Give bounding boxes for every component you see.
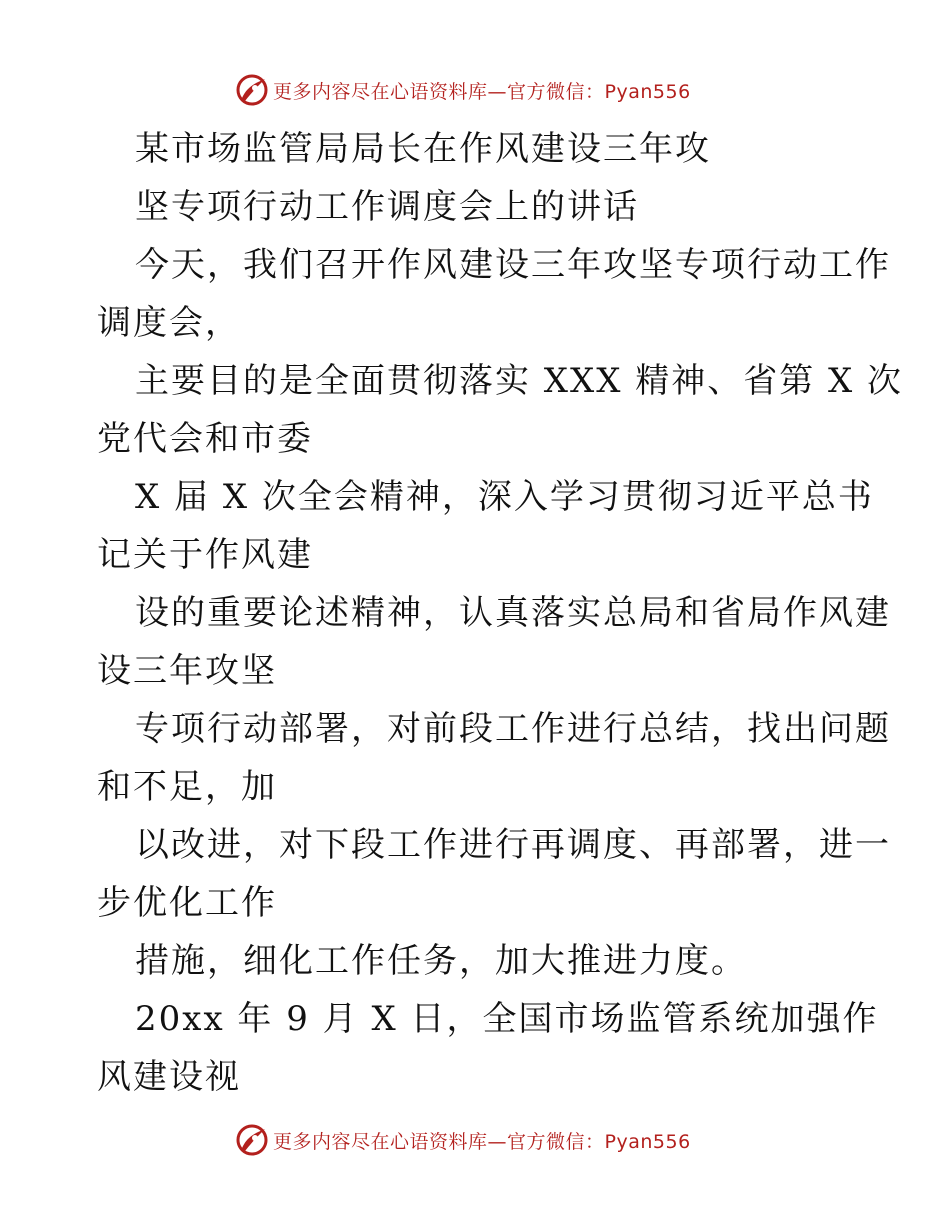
document-line: 今天，我们召开作风建设三年攻坚专项行动工作 [135, 245, 891, 285]
document-line: 设三年攻坚 [97, 651, 277, 691]
document-line: 以改进，对下段工作进行再调度、再部署，进一 [135, 825, 891, 865]
document-line: 调度会， [97, 303, 241, 343]
document-line: 坚专项行动工作调度会上的讲话 [135, 187, 639, 227]
document-line: 专项行动部署，对前段工作进行总结，找出问题 [135, 709, 891, 749]
document-line: 设的重要论述精神，认真落实总局和省局作风建 [135, 593, 891, 633]
banner-dash: — [487, 1130, 508, 1153]
banner-wechat-label: 官方微信： [507, 80, 605, 103]
document-line: 风建设视 [97, 1057, 241, 1097]
banner-wechat-id: Pyan556 [604, 1130, 691, 1153]
document-body [97, 120, 904, 1106]
banner-text [273, 1127, 691, 1154]
banner-dash: — [487, 80, 508, 103]
banner-site-text: 更多内容尽在心语资料库 [273, 1130, 488, 1153]
document-line: 党代会和市委 [97, 419, 313, 459]
document-line: 和不足，加 [97, 767, 277, 807]
document-line: 某市场监管局局长在作风建设三年攻 [135, 129, 711, 169]
banner-wechat-label: 官方微信： [507, 1130, 605, 1153]
banner-site-text: 更多内容尽在心语资料库 [273, 80, 488, 103]
document-line: 记关于作风建 [97, 535, 313, 575]
document-line: 主要目的是全面贯彻落实 XXX 精神、省第 X 次 [135, 361, 904, 401]
brand-logo-icon [235, 1123, 269, 1157]
document-line: 措施，细化工作任务，加大推进力度。 [135, 941, 747, 981]
document-line: 20xx 年 9 月 X 日，全国市场监管系统加强作 [135, 999, 879, 1039]
header-banner [235, 70, 691, 110]
banner-wechat-id: Pyan556 [604, 80, 691, 103]
document-line: X 届 X 次全会精神，深入学习贯彻习近平总书 [135, 477, 874, 517]
brand-logo-icon [235, 73, 269, 107]
document-line: 步优化工作 [97, 883, 277, 923]
footer-banner [235, 1120, 691, 1160]
banner-text [273, 77, 691, 104]
